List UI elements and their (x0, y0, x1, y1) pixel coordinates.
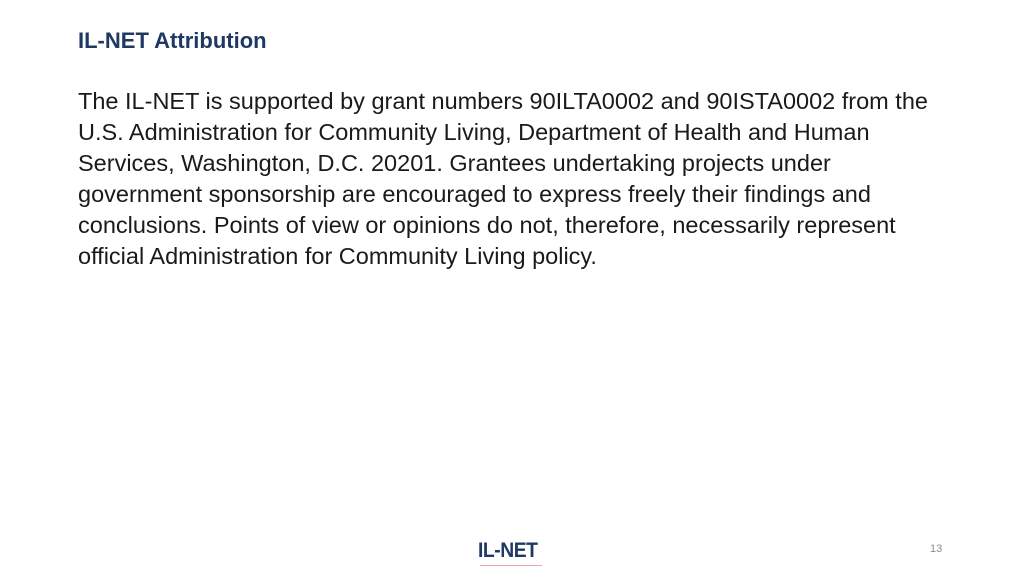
logo-underline (480, 565, 542, 566)
slide-body (78, 86, 958, 272)
slide-title: IL-NET Attribution (78, 28, 267, 53)
attribution-paragraph: The IL-NET is supported by grant numbers 90ILTA0002 and 90ISTA0002 from the U.S. Administration for Community Living, Department of Health and Human Services, Washington, D.C. 20201. Grantees undertaking projects under government sponsorship are encouraged to express freely their findings and conclusions. Points of view or opinions do not, therefore, necessarily represent official Administration for Community Living policy. (78, 88, 928, 269)
page-number: 13 (930, 543, 943, 555)
il-net-logo: IL-NET (478, 539, 538, 562)
